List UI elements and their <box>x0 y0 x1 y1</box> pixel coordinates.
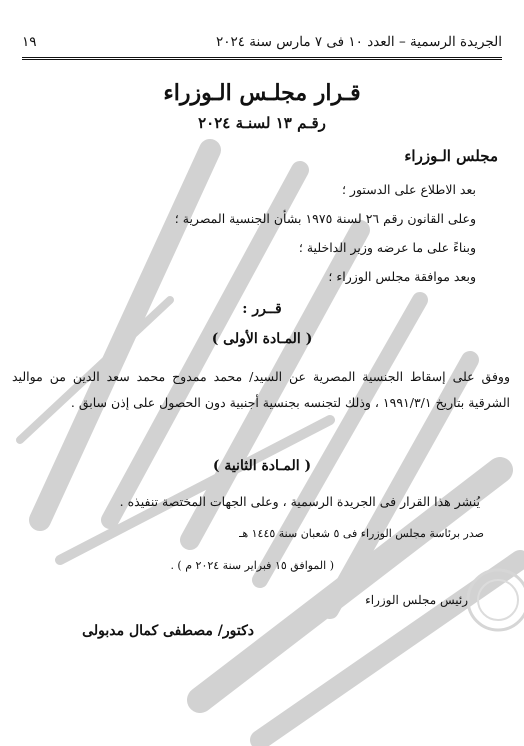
whereas-clause: بعد الاطلاع على الدستور ؛ <box>341 182 476 197</box>
article-1-body: ووفق على إسقاط الجنسية المصرية عن السيد/ محمد ممدوح محمد سعد الدين من مواليد الشرقية بتاريخ ١٩٩١/٣/١ ، وذلك لتجنسه بجنسية أجنبية دون الحصول على إذن سابق . <box>12 369 510 410</box>
decided-heading: قــرر : <box>242 301 282 317</box>
issuing-body: مجلس الـوزراء <box>404 147 498 165</box>
decree-title: قـرار مجلـس الـوزراء <box>163 80 361 106</box>
issuance-line: صدر برئاسة مجلس الوزراء فى ٥ شعبان سنة ١٤٤٥ هـ <box>239 527 484 540</box>
decree-number: رقـم ١٣ لسنـة ٢٠٢٤ <box>198 114 326 132</box>
page-number: ١٩ <box>22 34 37 50</box>
header-divider <box>22 57 502 60</box>
article-2-body: يُنشر هذا القرار فى الجريدة الرسمية ، وعلى الجهات المختصة تنفيذه . <box>119 494 480 509</box>
signatory-name: دكتور/ مصطفى كمال مدبولى <box>82 623 254 639</box>
running-title: الجريدة الرسمية – العدد ١٠ فى ٧ مارس سنة ٢٠٢٤ <box>215 34 502 50</box>
page-header <box>22 30 502 54</box>
signatory-title: رئيس مجلس الوزراء <box>365 593 468 607</box>
gregorian-date-line: ( الموافق ١٥ فبراير سنة ٢٠٢٤ م ) . <box>170 559 334 572</box>
whereas-clause: وبعد موافقة مجلس الوزراء ؛ <box>328 269 476 284</box>
article-2-heading: ( المـادة الثانية ) <box>212 458 312 474</box>
whereas-clause: وعلى القانون رقم ٢٦ لسنة ١٩٧٥ بشأن الجنسية المصرية ؛ <box>174 211 476 226</box>
whereas-list <box>30 180 476 296</box>
article-1-heading: ( المـادة الأولى ) <box>211 331 313 347</box>
whereas-clause: وبناءً على ما عرضه وزير الداخلية ؛ <box>298 240 476 255</box>
